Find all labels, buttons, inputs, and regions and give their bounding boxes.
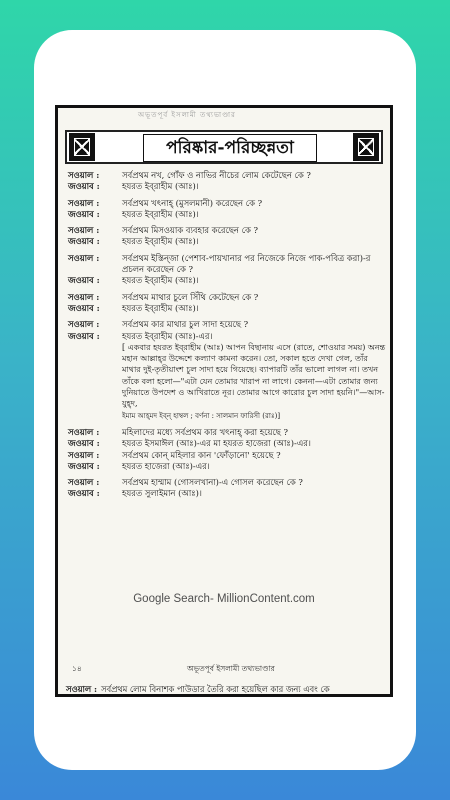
note-paragraph bbox=[122, 342, 388, 422]
answer-row bbox=[68, 331, 388, 342]
question-row bbox=[68, 292, 388, 303]
question-text: সর্বপ্রথম লোম বিনাশক পাউডার তৈরি করা হয়েছিল কার জন্য এবং কে bbox=[101, 684, 330, 694]
faded-header: অভূতপূর্ব ইসলামী তথ্যভাণ্ডার bbox=[138, 111, 236, 119]
answer-row bbox=[68, 488, 388, 499]
answer-row bbox=[68, 236, 388, 247]
question-label: সওয়াল : bbox=[68, 170, 100, 180]
question-label: সওয়াল : bbox=[68, 291, 100, 302]
question-row bbox=[68, 253, 388, 276]
question-label: সওয়াল : bbox=[68, 252, 100, 263]
question-label: সওয়াল : bbox=[68, 319, 100, 330]
ornament-right-icon bbox=[353, 133, 379, 161]
answer-label: জওয়াব : bbox=[68, 438, 100, 449]
answer-text: হযরত হাজেরা (আঃ)-এর। bbox=[122, 460, 210, 471]
question-label: সওয়াল : bbox=[68, 477, 100, 488]
answer-text: হযরত ইসমাঈল (আঃ)-এর মা হযরত হাজেরা (আঃ)-এর। bbox=[122, 438, 311, 449]
answer-text: হযরত ইব্‌রাহীম (আঃ)। bbox=[122, 181, 199, 192]
answer-label: জওয়াব : bbox=[68, 460, 100, 471]
ornament-left-icon bbox=[69, 133, 95, 161]
question-text: সর্বপ্রথম কার মাথার চুল সাদা হয়েছে ? bbox=[122, 319, 249, 330]
watermark-text: Google Search- MillionContent.com bbox=[133, 593, 315, 605]
question-label: সওয়াল : bbox=[66, 684, 98, 694]
answer-label: জওয়াব : bbox=[68, 236, 100, 247]
answer-label: জওয়াব : bbox=[68, 330, 100, 341]
answer-row bbox=[68, 181, 388, 192]
question-text: সর্বপ্রথম খৎনাহ্ (মুসলমানী) করেছেন কে ? bbox=[122, 197, 263, 208]
question-text: সর্বপ্রথম মাথার চুলে সিঁথি কেটেছেন কে ? bbox=[122, 291, 259, 302]
question-text: সর্বপ্রথম মিসওয়াক ব্যবহার করেছেন কে ? bbox=[122, 225, 258, 236]
answer-label: জওয়াব : bbox=[68, 302, 100, 313]
question-row bbox=[68, 319, 388, 330]
note-citation: ইমাম আহ্‌মদ ইব্‌ন্ হাম্বল ; বর্ণনা : সালমান ফারিসী (রাঃ)] bbox=[122, 411, 281, 420]
answer-row bbox=[68, 275, 388, 286]
page-number: ১৪ bbox=[72, 664, 82, 673]
title-banner bbox=[65, 130, 383, 164]
question-text: সর্বপ্রথম কোন্ মহিলার কান 'ফোঁড়ানো' হয়েছে ? bbox=[122, 449, 281, 460]
question-row bbox=[68, 198, 388, 209]
answer-row bbox=[68, 303, 388, 314]
answer-row bbox=[68, 461, 388, 472]
answer-row bbox=[68, 438, 388, 449]
question-label: সওয়াল : bbox=[68, 426, 100, 437]
question-text: সর্বপ্রথম হাম্মাম (গোসলখানা)-এ গোসল করেছেন কে ? bbox=[122, 477, 303, 488]
question-row bbox=[68, 477, 388, 488]
question-label: সওয়াল : bbox=[68, 197, 100, 208]
answer-label: জওয়াব : bbox=[68, 208, 100, 219]
question-label: সওয়াল : bbox=[68, 225, 100, 236]
answer-text: হযরত ইব্‌রাহীম (আঃ)। bbox=[122, 208, 199, 219]
question-text: সর্বপ্রথম ইস্তিন্‌জা (পেশাব-পায়খানার পর নিজেকে নিজে পাক-পবিত্র করা)-র প্রচলন করেছেন কে ? bbox=[122, 252, 371, 275]
question-label: সওয়াল : bbox=[68, 449, 100, 460]
footer-title: অভূতপূর্ব ইসলামী তথ্যভাণ্ডার bbox=[187, 664, 275, 673]
note-text: [ একবার হযরত ইব্‌রাহীম (আঃ) আপন বিছানায় এসে (রাতে, শোওয়ার সময়) অনন্ত মহান আল্লাহ্‌র উদ্দেশে কল্যাণ কামনা করেন। তো, সকাল হতে দেখা গেল, তাঁর মাথার দুই-তৃতীয়াংশ চুল সাদা হয়ে গিয়েছে। ব্যাপারটি তাঁর ভালো লাগল না। তখন তাঁকে বলা হলো—"এটা যেন তোমার খারাপ না লাগে। কেননা—এটা তোমার জন্য দুনিয়াতে উপদেশ ও আখিরাতে নূর। তোমার আগে কারোর চুল সাদা হয়নি।"—আস-যুহ্‌দ, bbox=[122, 342, 386, 409]
question-row bbox=[68, 427, 388, 438]
answer-label: জওয়াব : bbox=[68, 488, 100, 499]
question-row bbox=[68, 225, 388, 236]
answer-text: হযরত সুলাইমান (আঃ)। bbox=[122, 488, 202, 499]
answer-row bbox=[68, 209, 388, 220]
question-text: মহিলাদের মধ্যে সর্বপ্রথম কার খৎনাহ্ করা হয়েছে ? bbox=[122, 426, 289, 437]
bottom-question-row bbox=[66, 683, 393, 697]
question-text: সর্বপ্রথম নখ, গোঁফ ও নাভির নীচের লোম কেটেছেন কে ? bbox=[122, 170, 311, 180]
answer-text: হযরত ইব্‌রাহীম (আঃ)। bbox=[122, 302, 199, 313]
page-title: পরিষ্কার-পরিচ্ছন্নতা bbox=[143, 134, 317, 162]
answer-label: জওয়াব : bbox=[68, 275, 100, 286]
answer-text: হযরত ইব্‌রাহীম (আঃ)। bbox=[122, 275, 199, 286]
book-page-image bbox=[55, 105, 393, 697]
question-row bbox=[68, 450, 388, 461]
answer-label: জওয়াব : bbox=[68, 181, 100, 192]
question-row bbox=[68, 170, 388, 181]
qa-list bbox=[68, 170, 388, 500]
answer-text: হযরত ইব্‌রাহীম (আঃ)-এর। bbox=[122, 330, 213, 341]
answer-text: হযরত ইব্‌রাহীম (আঃ)। bbox=[122, 236, 199, 247]
